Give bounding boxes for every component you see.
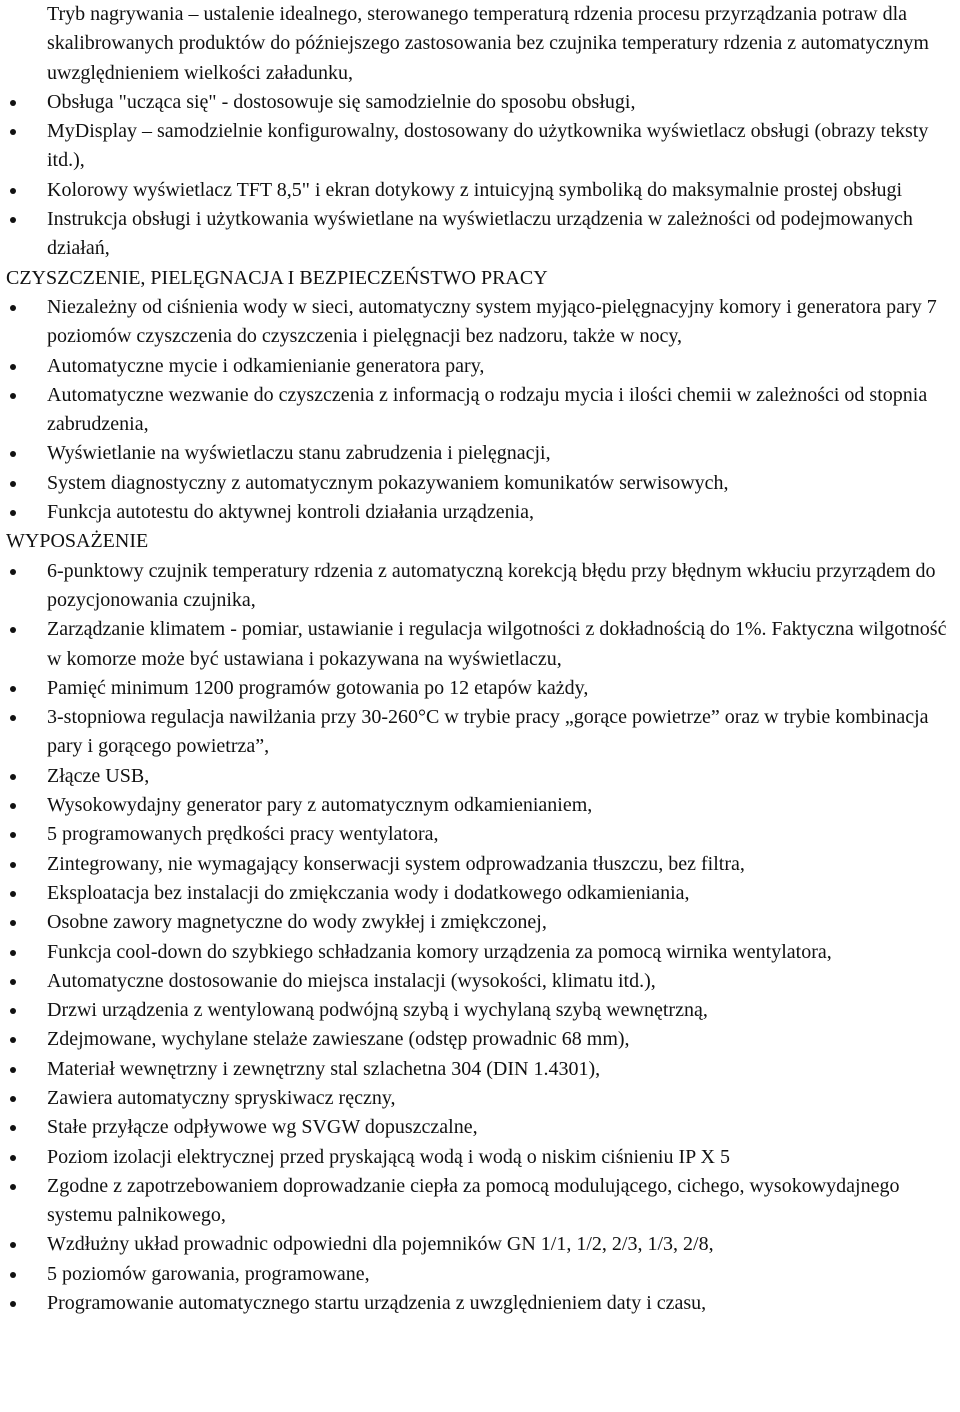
list-item: Zawiera automatyczny spryskiwacz ręczny, [6, 1084, 952, 1113]
list-item: Automatyczne wezwanie do czyszczenia z informacją o rodzaju mycia i ilości chemii w zależności od stopnia zabrudzenia, [6, 381, 952, 440]
list-item: Instrukcja obsługi i użytkowania wyświetlane na wyświetlaczu urządzenia w zależności od podejmowanych działań, [6, 205, 952, 264]
list-item: Zdejmowane, wychylane stelaże zawieszane (odstęp prowadnic 68 mm), [6, 1025, 952, 1054]
list-item: Eksploatacja bez instalacji do zmiękczania wody i dodatkowego odkamieniania, [6, 879, 952, 908]
list-item: Wyświetlanie na wyświetlaczu stanu zabrudzenia i pielęgnacji, [6, 439, 952, 468]
list-item: Tryb nagrywania – ustalenie idealnego, sterowanego temperaturą rdzenia procesu przyrządzania potraw dla skalibrowanych produktów do późniejszego zastosowania bez czujnika temperatury rdzenia z automatycznym uwzględnieniem wielkości załadunku, [47, 3, 929, 84]
list-item: System diagnostyczny z automatycznym pokazywaniem komunikatów serwisowych, [6, 469, 952, 498]
specification-list [6, 0, 952, 1318]
list-item: 5 poziomów garowania, programowane, [6, 1260, 952, 1289]
list-item: Niezależny od ciśnienia wody w sieci, automatyczny system myjąco-pielęgnacyjny komory i generatora pary 7 poziomów czyszczenia do czyszczenia i pielęgnacji bez nadzoru, także w nocy, [6, 293, 952, 352]
list-item: Zgodne z zapotrzebowaniem doprowadzanie ciepła za pomocą modulującego, cichego, wysokowydajnego systemu palnikowego, [6, 1172, 952, 1231]
list-item: Stałe przyłącze odpływowe wg SVGW dopuszczalne, [6, 1113, 952, 1142]
list-item: 6-punktowy czujnik temperatury rdzenia z automatyczną korekcją błędu przy błędnym wkłuciu przyrządem do pozycjonowania czujnika, [6, 557, 952, 616]
list-item: Osobne zawory magnetyczne do wody zwykłej i zmiękczonej, [6, 908, 952, 937]
section-heading: WYPOSAŻENIE [6, 530, 149, 553]
list-item: Drzwi urządzenia z wentylowaną podwójną szybą i wychylaną szybą wewnętrzną, [6, 996, 952, 1025]
list-item: Wysokowydajny generator pary z automatycznym odkamienianiem, [6, 791, 952, 820]
list-item: Poziom izolacji elektrycznej przed pryskającą wodą i wodą o niskim ciśnieniu IP X 5 [6, 1143, 952, 1172]
list-item: Materiał wewnętrzny i zewnętrzny stal szlachetna 304 (DIN 1.4301), [6, 1055, 952, 1084]
list-item: Zarządzanie klimatem - pomiar, ustawianie i regulacja wilgotności z dokładnością do 1%. Faktyczna wilgotność w komorze może być ustawiana i pokazywana na wyświetlaczu, [6, 615, 952, 674]
list-item: Automatyczne dostosowanie do miejsca instalacji (wysokości, klimatu itd.), [6, 967, 952, 996]
list-item: MyDisplay – samodzielnie konfigurowalny, dostosowany do użytkownika wyświetlacz obsługi (obrazy teksty itd.), [6, 117, 952, 176]
list-item: 3-stopniowa regulacja nawilżania przy 30-260°C w trybie pracy „gorące powietrze” oraz w trybie kombinacja pary i gorącego powietrza”, [6, 703, 952, 762]
list-item: Pamięć minimum 1200 programów gotowania po 12 etapów każdy, [6, 674, 952, 703]
list-item: Kolorowy wyświetlacz TFT 8,5" i ekran dotykowy z intuicyjną symboliką do maksymalnie prostej obsługi [6, 176, 952, 205]
list-item: 5 programowanych prędkości pracy wentylatora, [6, 820, 952, 849]
list-item: Funkcja cool-down do szybkiego schładzania komory urządzenia za pomocą wirnika wentylatora, [6, 938, 952, 967]
list-item: Złącze USB, [6, 762, 952, 791]
list-item: Zintegrowany, nie wymagający konserwacji system odprowadzania tłuszczu, bez filtra, [6, 850, 952, 879]
list-item: Obsługa "ucząca się" - dostosowuje się samodzielnie do sposobu obsługi, [6, 88, 952, 117]
list-item: Automatyczne mycie i odkamienianie generatora pary, [6, 352, 952, 381]
list-item: Funkcja autotestu do aktywnej kontroli działania urządzenia, [6, 498, 952, 527]
list-item: Programowanie automatycznego startu urządzenia z uwzględnieniem daty i czasu, [6, 1289, 952, 1318]
section-heading: CZYSZCZENIE, PIELĘGNACJA I BEZPIECZEŃSTWO PRACY [6, 266, 548, 289]
list-item: Wzdłużny układ prowadnic odpowiedni dla pojemników GN 1/1, 1/2, 2/3, 1/3, 2/8, [6, 1230, 952, 1259]
